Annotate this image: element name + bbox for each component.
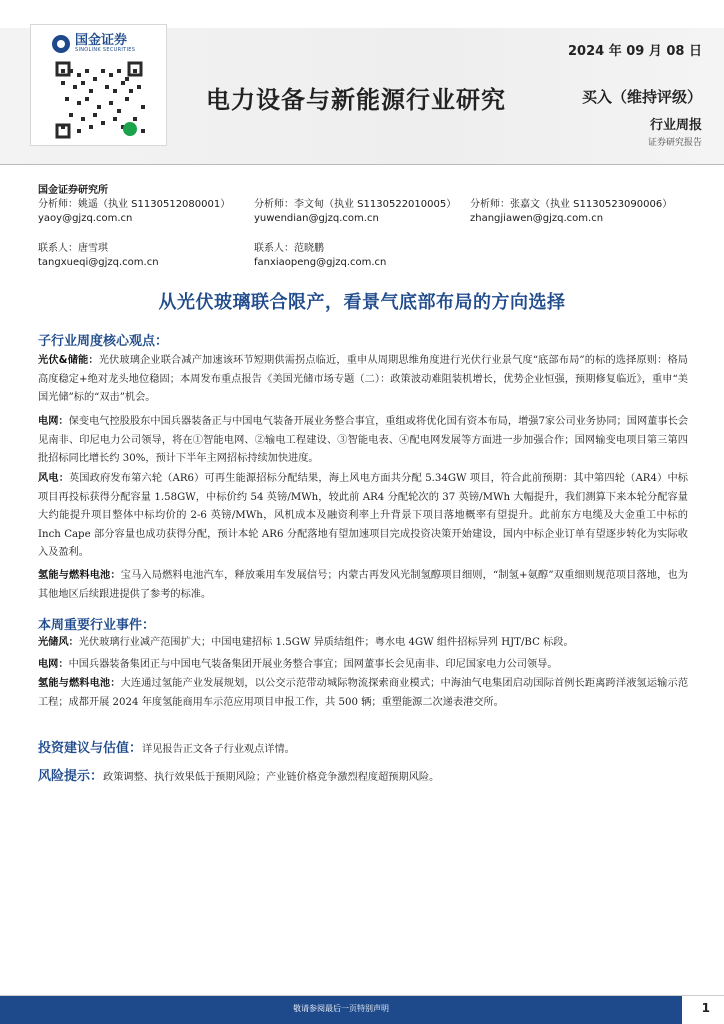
- segment-label: 风电：: [38, 473, 70, 484]
- core-pv-paragraph: [38, 352, 688, 408]
- logo-subtitle: SINOLINK SECURITIES: [75, 47, 136, 53]
- analyst-name: 分析师：姚遥（执业 S1130512080001）: [38, 199, 231, 210]
- contact-name: 联系人：唐雪琪: [38, 243, 108, 254]
- segment-text: 保变电气控股股东中国兵器装备正与中国电气装备开展业务整合事宜，重组或将优化国有资本布局，增强7家公司业务协同；国网董事长会见南非、印尼电力公司领导，将在①智能电网、②输电工程建设、③智能电表、④配电网发展等方面进一步加强合作；国网输变电项目第三第四批招标同比增长约 30%，预计下半年主网招标持续加快进度。: [38, 416, 689, 465]
- analyst-email[interactable]: yaoy@gjzq.com.cn: [38, 213, 133, 224]
- advice-label: 投资建议与估值：: [38, 741, 143, 756]
- risk-label: 风险提示：: [38, 769, 104, 784]
- segment-text: 宝马入局燃料电池汽车，释放乘用车发展信号；内蒙古再发风光制氢醇项目细则，“制氢+氨醇”双重细则规范项目落地，也为其他地区后续跟进提供了参考的标准。: [38, 570, 689, 600]
- rating: 买入（维持评级）: [581, 88, 702, 106]
- institution: 国金证券研究所: [38, 185, 108, 196]
- report-category: 证券研究报告: [647, 138, 702, 148]
- segment-text: 中国兵器装备集团正与中国电气装备集团开展业务整合事宜；国网董事长会见南非、印尼国家电力公司领导。: [68, 659, 558, 670]
- logo-name: 国金证券: [75, 33, 128, 48]
- document-title: 从光伏玻璃联合限产，看景气底部布局的方向选择: [158, 292, 566, 313]
- report-type: 行业周报: [649, 118, 702, 133]
- report-date: 2024 年 09 月 08 日: [568, 44, 702, 59]
- events-heading: 本周重要行业事件：: [38, 618, 156, 633]
- page-number: 1: [701, 1001, 710, 1015]
- segment-label: 氢能与燃料电池：: [38, 570, 121, 581]
- logo-icon: [52, 35, 70, 53]
- contact-name: 联系人：范晓鹏: [254, 243, 324, 254]
- brand-logo: [52, 34, 135, 53]
- industry-title: 电力设备与新能源行业研究: [206, 86, 506, 114]
- segment-label: 氢能与燃料电池：: [38, 678, 121, 689]
- investment-advice: [38, 740, 688, 760]
- contact-email[interactable]: fanxiaopeng@gjzq.com.cn: [254, 257, 387, 268]
- header-divider: [0, 164, 724, 165]
- analyst-email[interactable]: zhangjiawen@gjzq.com.cn: [470, 213, 604, 224]
- analyst-email[interactable]: yuwendian@gjzq.com.cn: [254, 213, 379, 224]
- footer-disclaimer: 敬请参阅最后一页特别声明: [293, 1004, 389, 1013]
- segment-text: 光伏玻璃行业减产范围扩大；中国电建招标 1.5GW 异质结组件；粤水电 4GW 组件招标异列 HJT/BC 标段。: [78, 637, 574, 648]
- event-hydrogen-paragraph: [38, 675, 688, 712]
- core-hydrogen-paragraph: [38, 567, 688, 604]
- risk-text: 政策调整、执行效果低于预期风险；产业链价格竞争激烈程度超预期风险。: [103, 772, 440, 783]
- core-views-heading: 子行业周度核心观点：: [38, 334, 169, 349]
- segment-text: 大连通过氢能产业发展规划，以公交示范带动城际物流探索商业模式；中海油气电集团启动国际首例长距离跨洋液氢运输示范工程；成都开展 2024 年度氢能商用车示范应用项目申报工作，共 500 辆；重塑能源二次递表港交所。: [38, 678, 689, 708]
- analyst-name: 分析师：张嘉文（执业 S1130523090006）: [470, 199, 673, 210]
- advice-text: 详见报告正文各子行业观点详情。: [142, 744, 295, 755]
- segment-label: 光储风：: [38, 637, 79, 648]
- segment-text: 英国政府发布第六轮（AR6）可再生能源招标分配结果，海上风电方面共分配 5.34GW 项目，符合此前预期：其中第四轮（AR4）中标项目再投标获得分配容量 1.58GW，中标价约 54 英镑/MWh，较此前 AR4 分配轮次的 37 英镑/MWh 大幅提升，我们测算下来本轮分配容量大约能提升项目整体中标均价的 2-6 英镑/MWh，风机成本及融资利率上升背景下项目落地概率有望提升。此前东方电缆及大金重工中标的 Inch Cape 部分容量也成功获得分配，预计本轮 AR6 分配落地有望加速项目完成投资决策开始建设，国内中标企业订单有望逐步转化为实际收入及盈利。: [38, 473, 688, 559]
- segment-text: 光伏玻璃企业联合减产加速该环节短期供需拐点临近，重申从周期思维角度进行光伏行业景气度“底部布局”的标的选择原则：格局高度稳定+绝对龙头地位稳固；本周发布重点报告《美国光储市场专题（二）：政策波动难阻装机增长，优势企业恒强，预期修复临近》，重申“美国光储”标的“双击”机会。: [38, 355, 688, 404]
- segment-label: 电网：: [38, 659, 69, 670]
- contact-email[interactable]: tangxueqi@gjzq.com.cn: [38, 257, 159, 268]
- event-pv-paragraph: [38, 634, 688, 653]
- core-wind-paragraph: [38, 470, 688, 563]
- segment-label: 光伏&储能：: [38, 355, 99, 366]
- event-grid-paragraph: [38, 656, 688, 675]
- core-grid-paragraph: [38, 413, 688, 469]
- segment-label: 电网：: [38, 416, 69, 427]
- analyst-name: 分析师：李文甸（执业 S1130522010005）: [254, 199, 457, 210]
- risk-warning: [38, 768, 688, 788]
